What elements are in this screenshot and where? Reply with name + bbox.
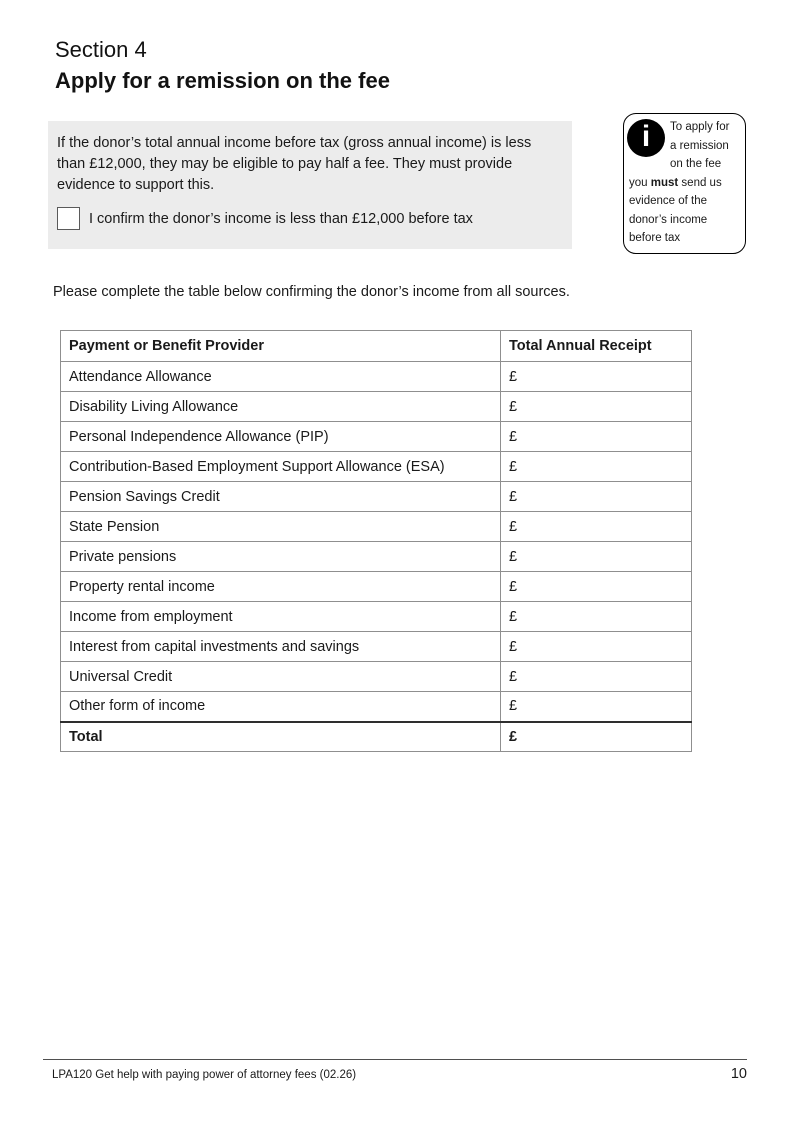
row-label: Contribution-Based Employment Support Allowance (ESA) — [61, 452, 501, 482]
row-amount-field[interactable]: £ — [501, 482, 692, 512]
row-amount-field[interactable]: £ — [501, 572, 692, 602]
callout-bold-word: must — [650, 176, 679, 189]
row-amount-field[interactable]: £ — [501, 692, 692, 722]
row-label: Other form of income — [61, 692, 501, 722]
column-header-receipt: Total Annual Receipt — [501, 331, 692, 362]
row-label: Private pensions — [61, 542, 501, 572]
remission-notice-box — [48, 121, 572, 249]
callout-line: a remission — [670, 139, 729, 152]
row-label: Income from employment — [61, 602, 501, 632]
callout-top — [627, 118, 740, 174]
confirm-income-row — [57, 207, 473, 230]
table-total-row — [61, 722, 692, 752]
row-amount-field[interactable]: £ — [501, 602, 692, 632]
page-number: 10 — [730, 1066, 747, 1082]
table-row — [61, 542, 692, 572]
callout-text-segment: you — [629, 176, 651, 189]
row-label: Universal Credit — [61, 662, 501, 692]
table-row — [61, 482, 692, 512]
table-row — [61, 362, 692, 392]
row-label: Personal Independence Allowance (PIP) — [61, 422, 501, 452]
table-row — [61, 632, 692, 662]
table-row — [61, 692, 692, 722]
table-row — [61, 512, 692, 542]
row-amount-field[interactable]: £ — [501, 392, 692, 422]
notice-line: evidence to support this. — [57, 177, 215, 193]
total-amount-field[interactable]: £ — [501, 722, 692, 752]
total-label: Total — [61, 722, 501, 752]
info-icon-glyph: i — [641, 120, 651, 153]
table-row — [61, 572, 692, 602]
notice-line: than £12,000, they may be eligible to pay half a fee. They must provide — [57, 156, 513, 172]
row-amount-field[interactable]: £ — [501, 632, 692, 662]
table-row — [61, 392, 692, 422]
row-amount-field[interactable]: £ — [501, 422, 692, 452]
callout-line: evidence of the — [629, 195, 708, 207]
row-amount-field[interactable]: £ — [501, 542, 692, 572]
row-label: Disability Living Allowance — [61, 392, 501, 422]
callout-line: before tax — [629, 232, 681, 244]
table-row — [61, 422, 692, 452]
table-row — [61, 662, 692, 692]
callout-line: To apply for — [670, 121, 730, 133]
table-row — [61, 452, 692, 482]
footer-divider — [43, 1059, 747, 1060]
income-table — [60, 330, 692, 752]
row-label: State Pension — [61, 512, 501, 542]
column-header-provider: Payment or Benefit Provider — [61, 331, 501, 362]
callout-line: on the fee — [670, 158, 722, 170]
row-amount-field[interactable]: £ — [501, 662, 692, 692]
section-label: Section 4 — [55, 37, 147, 62]
notice-text — [57, 133, 531, 196]
table-intro: Please complete the table below confirming the donor’s income from all sources. — [53, 284, 570, 300]
evidence-required-callout — [623, 113, 746, 254]
row-label: Interest from capital investments and savings — [61, 632, 501, 662]
row-label: Attendance Allowance — [61, 362, 501, 392]
row-amount-field[interactable]: £ — [501, 362, 692, 392]
table-header-row — [61, 331, 692, 362]
row-amount-field[interactable]: £ — [501, 452, 692, 482]
callout-text-segment: send us — [678, 176, 722, 189]
info-icon — [627, 119, 665, 157]
page-title: Apply for a remission on the fee — [55, 68, 390, 93]
row-amount-field[interactable]: £ — [501, 512, 692, 542]
table-row — [61, 602, 692, 632]
notice-line: If the donor’s total annual income before tax (gross annual income) is less — [57, 135, 532, 151]
row-label: Pension Savings Credit — [61, 482, 501, 512]
callout-wrapped-text — [670, 118, 729, 174]
income-confirm-checkbox[interactable] — [57, 207, 80, 230]
callout-line: donor’s income — [629, 213, 708, 226]
callout-line — [629, 174, 740, 193]
income-confirm-label: I confirm the donor’s income is less than £12,000 before tax — [89, 210, 473, 227]
document-reference: LPA120 Get help with paying power of attorney fees (02.26) — [52, 1069, 357, 1081]
row-label: Property rental income — [61, 572, 501, 602]
